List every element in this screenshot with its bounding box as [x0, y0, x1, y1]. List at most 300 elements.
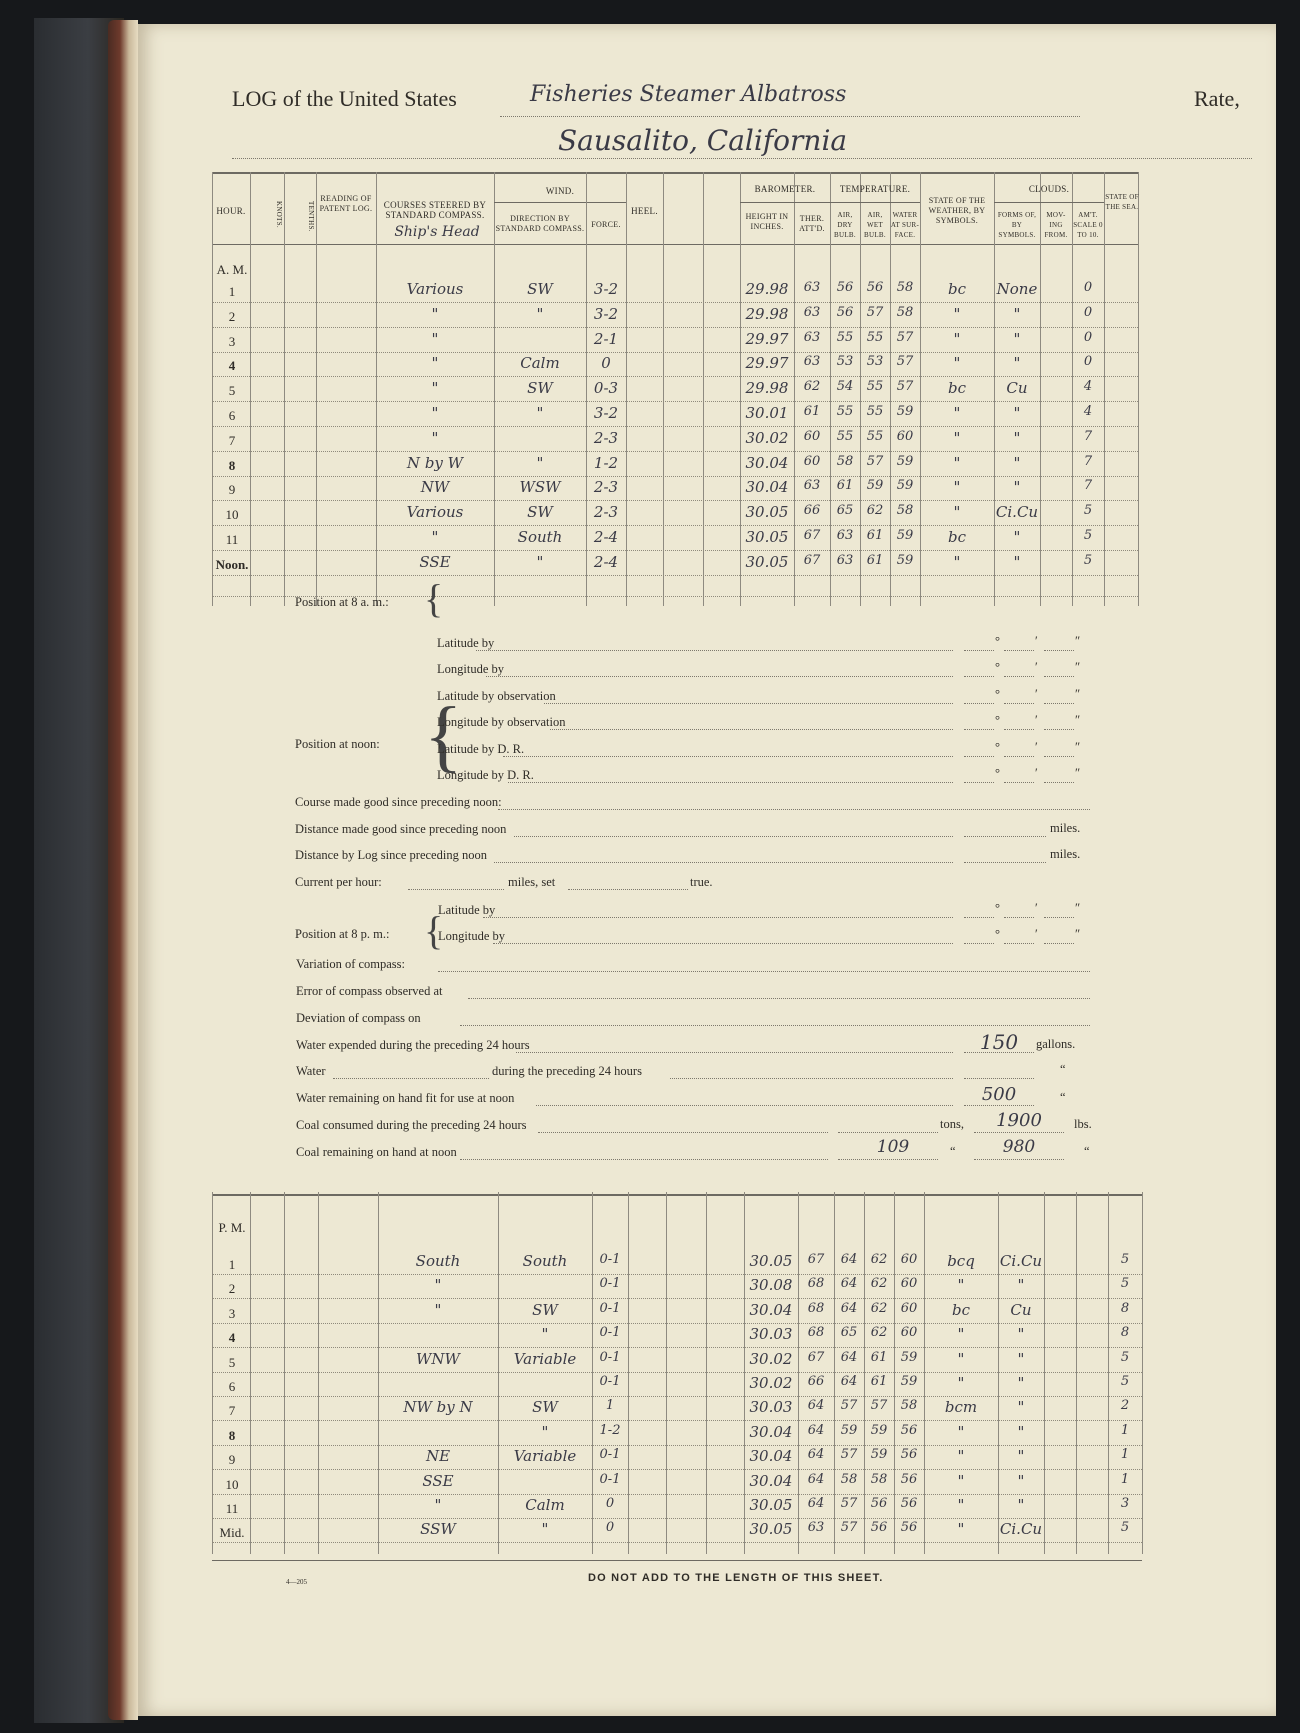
- pm-cell-forms: ": [1017, 1374, 1025, 1392]
- hdr-air-dry: AIR, DRY BULB.: [834, 211, 856, 239]
- am-cell-bar: 30.04: [745, 478, 789, 497]
- am-cell-forms: ": [1013, 304, 1021, 323]
- pm-cell-wet: 61: [870, 1349, 888, 1365]
- am-cell-force: 0: [601, 354, 611, 373]
- am-cell-wet: 61: [866, 552, 884, 568]
- pm-cell-course: South: [415, 1252, 461, 1270]
- pm-cell-ther: 67: [807, 1349, 825, 1365]
- am-cell-water: 59: [896, 552, 914, 568]
- pm-cell-amt: 3: [1120, 1496, 1130, 1511]
- am-cell-dry: 53: [836, 354, 854, 370]
- dist-log-miles: miles.: [1050, 847, 1081, 861]
- pm-cell-wind_dir: SW: [532, 1398, 558, 1417]
- pm-cell-forms: ": [1017, 1447, 1025, 1466]
- pm-cell-water: 60: [900, 1325, 918, 1341]
- pm-cell-weather: ": [957, 1325, 965, 1344]
- am-cell-dry: 63: [836, 552, 854, 568]
- pm-cell-water: 59: [900, 1374, 918, 1389]
- long-dr-sec: ″: [1075, 766, 1081, 780]
- pm-row-rule: [212, 1372, 1142, 1373]
- pm-cell-amt: 5: [1120, 1276, 1130, 1292]
- am-cell-course: ": [431, 404, 439, 422]
- pm-cell-dry: 64: [840, 1252, 858, 1267]
- pm-cell-wet: 58: [870, 1471, 888, 1487]
- pm-row-hour: Mid.: [219, 1525, 245, 1541]
- pm-lat-by: Latitude by: [438, 903, 496, 917]
- pm-cell-amt: 1: [1120, 1422, 1130, 1438]
- pm-cell-dry: 57: [840, 1447, 858, 1463]
- pm-cell-amt: 5: [1120, 1520, 1130, 1536]
- am-cell-bar: 30.04: [745, 453, 789, 472]
- pm-cell-forms: ": [1017, 1276, 1025, 1295]
- pm-cell-water: 56: [900, 1422, 918, 1438]
- pm-cell-course: SSE: [422, 1471, 454, 1490]
- pm-cell-force: 0: [605, 1496, 615, 1511]
- pm-row-rule: [212, 1494, 1142, 1495]
- pm-cell-wind_dir: Variable: [513, 1447, 577, 1466]
- pm-cell-bar: 30.04: [749, 1300, 793, 1319]
- pm-cell-course: ": [434, 1300, 442, 1319]
- am-cell-bar: 29.98: [745, 304, 789, 323]
- am-cell-amt: 7: [1083, 478, 1093, 494]
- am-cell-weather: ": [953, 329, 961, 348]
- long-dr-min: ′: [1035, 766, 1038, 780]
- pm-cell-forms: Ci.Cu: [999, 1252, 1043, 1270]
- pm-log-table: [138, 24, 1276, 1716]
- pm-cell-bar: 30.05: [749, 1496, 793, 1514]
- pm-lat-by-sec: ″: [1075, 901, 1081, 915]
- am-row-hour: 11: [225, 532, 239, 547]
- lat-obs: Latitude by observation: [437, 689, 556, 703]
- am-cell-dry: 55: [836, 404, 854, 419]
- pm-row-hour: 6: [228, 1379, 236, 1394]
- am-cell-force: 2-3: [593, 503, 619, 522]
- pm-cell-water: 60: [900, 1252, 918, 1267]
- am-cell-ther: 67: [803, 528, 821, 543]
- pm-cell-weather: ": [957, 1471, 965, 1490]
- pm-cell-ther: 64: [807, 1471, 825, 1487]
- pm-cell-bar: 30.03: [749, 1325, 793, 1344]
- am-cell-water: 57: [896, 329, 914, 345]
- am-cell-wet: 55: [866, 404, 884, 419]
- long-dr-deg: °: [995, 766, 1000, 780]
- am-label: A. M.: [216, 262, 248, 277]
- pm-cell-wet: 59: [870, 1447, 888, 1463]
- pm-cell-course: ": [434, 1276, 442, 1295]
- am-cell-weather: bc: [947, 379, 966, 398]
- hdr-sea: STATE OF THE SEA.: [1105, 193, 1139, 211]
- pm-cell-wind_dir: ": [541, 1520, 549, 1539]
- pm-cell-ther: 68: [807, 1300, 825, 1316]
- am-cell-forms: ": [1013, 404, 1021, 422]
- pm-row-rule: [212, 1542, 1142, 1543]
- pm-row-hour: 9: [228, 1452, 236, 1468]
- coal-rem-val: 980: [1002, 1137, 1036, 1157]
- am-cell-ther: 60: [803, 428, 821, 444]
- variation: Variation of compass:: [296, 957, 406, 971]
- water-rem-ditto: “: [1060, 1090, 1066, 1104]
- course-good: Course made good since preceding noon:: [295, 795, 502, 809]
- am-cell-ther: 63: [803, 304, 821, 320]
- am-cell-amt: 5: [1083, 528, 1093, 543]
- am-cell-course: ": [431, 354, 439, 373]
- am-cell-course: SSE: [419, 552, 451, 571]
- hdr-cloud-moving: MOV- ING FROM.: [1044, 211, 1068, 239]
- pm-cell-force: 0: [605, 1520, 615, 1536]
- pm-cell-force: 0-1: [599, 1471, 621, 1487]
- pm-cell-forms: ": [1017, 1496, 1025, 1514]
- am-cell-weather: ": [953, 404, 961, 422]
- am-cell-forms: ": [1013, 528, 1021, 546]
- hdr-tenths: TENTHS.: [307, 200, 315, 232]
- pm-cell-bar: 30.02: [749, 1374, 793, 1392]
- pm-cell-amt: 5: [1120, 1374, 1130, 1389]
- am-cell-wet: 57: [866, 304, 884, 320]
- pm-bottom-rule: [212, 1560, 1142, 1561]
- am-row-hour: 6: [228, 408, 236, 423]
- pm-row-rule: [212, 1469, 1142, 1470]
- pm-long-by-deg: °: [995, 927, 1000, 941]
- am-cell-course: ": [431, 304, 439, 323]
- pm-cell-force: 0-1: [599, 1276, 621, 1292]
- pm-cell-wet: 59: [870, 1422, 888, 1438]
- pm-cell-dry: 57: [840, 1398, 858, 1414]
- am-cell-force: 3-2: [593, 304, 619, 323]
- am-cell-water: 59: [896, 453, 914, 469]
- am-cell-water: 60: [896, 428, 914, 444]
- am-cell-ther: 63: [803, 280, 821, 295]
- pm-cell-water: 56: [900, 1471, 918, 1487]
- pm-cell-bar: 30.08: [749, 1276, 793, 1295]
- am-cell-dry: 56: [836, 280, 854, 295]
- am-cell-water: 57: [896, 354, 914, 370]
- pm-cell-wet: 62: [870, 1300, 888, 1316]
- pm-cell-weather: bcq: [947, 1252, 975, 1270]
- am-cell-force: 2-1: [593, 329, 619, 348]
- am-cell-wet: 61: [866, 528, 884, 543]
- pm-cell-force: 0-1: [599, 1300, 621, 1316]
- coal-rem-ditto1: “: [950, 1144, 956, 1158]
- pm-cell-force: 1: [605, 1398, 615, 1414]
- am-cell-amt: 7: [1083, 453, 1093, 469]
- hdr-cloud-forms: FORMS OF, BY SYMBOLS.: [997, 211, 1037, 239]
- am-cell-amt: 0: [1083, 354, 1093, 370]
- pm-row-rule: [212, 1420, 1142, 1421]
- pm-cell-force: 0-1: [599, 1447, 621, 1463]
- pm-cell-force: 0-1: [599, 1349, 621, 1365]
- am-cell-weather: ": [953, 552, 961, 571]
- pm-cell-dry: 65: [840, 1325, 858, 1341]
- am-cell-course: Various: [406, 280, 464, 298]
- pm-cell-forms: ": [1017, 1398, 1025, 1417]
- pm-cell-force: 0-1: [599, 1374, 621, 1389]
- pm-cell-amt: 1: [1120, 1471, 1130, 1487]
- pm-cell-bar: 30.04: [749, 1422, 793, 1441]
- pm-cell-weather: bc: [951, 1300, 970, 1319]
- pm-row-hour: 2: [228, 1281, 236, 1297]
- pm-cell-wind_dir: Variable: [513, 1349, 577, 1368]
- pm-cell-course: WNW: [416, 1349, 460, 1368]
- long-obs-sec: ″: [1075, 713, 1081, 727]
- am-cell-wet: 56: [866, 280, 884, 295]
- am-cell-force: 2-4: [593, 552, 619, 571]
- lat-dr-sec: ″: [1075, 740, 1081, 754]
- coal-cons: Coal consumed during the preceding 24 hours: [296, 1118, 527, 1132]
- pm-cell-forms: Ci.Cu: [999, 1520, 1043, 1539]
- hdr-weather: STATE OF THE WEATHER, BY SYMBOLS.: [928, 196, 986, 225]
- am-cell-water: 59: [896, 478, 914, 494]
- lat-obs-min: ′: [1035, 687, 1038, 701]
- hdr-ships-head: Ship's Head: [394, 224, 480, 240]
- pm-cell-dry: 64: [840, 1349, 858, 1365]
- log-title: LOG of the United States: [232, 86, 457, 111]
- am-cell-bar: 30.02: [745, 428, 789, 447]
- am-cell-water: 59: [896, 528, 914, 543]
- am-cell-ther: 63: [803, 478, 821, 494]
- am-row-hour: 10: [225, 507, 239, 523]
- pm-lat-by-min: ′: [1035, 901, 1038, 915]
- current-label: Current per hour:: [295, 875, 382, 889]
- pm-col-line: [284, 1192, 285, 1554]
- long-by: Longitude by: [437, 662, 505, 676]
- pm-cell-wet: 62: [870, 1325, 888, 1341]
- pm-row-hour: 7: [228, 1403, 236, 1419]
- water-exp-val: 150: [979, 1030, 1019, 1054]
- am-cell-amt: 7: [1083, 428, 1093, 444]
- hdr-wind: WIND.: [545, 186, 575, 196]
- book-spine-edge: [108, 20, 138, 1720]
- pm-cell-dry: 64: [840, 1300, 858, 1316]
- hdr-barometer: BAROMETER.: [754, 184, 816, 194]
- am-cell-force: 3-2: [593, 404, 619, 422]
- pm-cell-force: 1-2: [599, 1422, 621, 1438]
- am-row-hour: 5: [228, 383, 236, 399]
- coal-rem: Coal remaining on hand at noon: [296, 1145, 457, 1159]
- pm-row-hour: 11: [225, 1501, 239, 1516]
- long-by-sec: ″: [1075, 660, 1081, 674]
- am-cell-wind_dir: SW: [527, 280, 553, 298]
- am-cell-bar: 30.05: [745, 552, 789, 571]
- am-cell-dry: 61: [836, 478, 854, 494]
- pm-cell-weather: ": [957, 1349, 965, 1368]
- am-cell-wet: 55: [866, 428, 884, 444]
- pm-col-line: [1142, 1192, 1143, 1554]
- pm-cell-bar: 30.02: [749, 1349, 793, 1368]
- am-cell-wind_dir: ": [536, 404, 544, 422]
- lat-obs-sec: ″: [1075, 687, 1081, 701]
- pm-cell-amt: 8: [1120, 1325, 1130, 1341]
- pm-cell-ther: 64: [807, 1398, 825, 1414]
- am-cell-amt: 5: [1083, 503, 1093, 519]
- am-cell-forms: ": [1013, 329, 1021, 348]
- pm-cell-forms: ": [1017, 1349, 1025, 1368]
- hdr-temperature: TEMPERATURE.: [839, 184, 911, 194]
- am-cell-dry: 55: [836, 329, 854, 345]
- am-cell-force: 1-2: [593, 453, 619, 472]
- am-cell-dry: 63: [836, 528, 854, 543]
- dist-log: Distance by Log since preceding noon: [295, 848, 487, 862]
- pos-8pm-label: Position at 8 p. m.:: [295, 927, 390, 941]
- pm-row-rule: [212, 1347, 1142, 1348]
- pm-cell-ther: 68: [807, 1325, 825, 1341]
- am-cell-forms: Ci.Cu: [995, 503, 1039, 522]
- am-cell-wet: 55: [866, 379, 884, 395]
- am-cell-ther: 60: [803, 453, 821, 469]
- pm-cell-weather: ": [957, 1496, 965, 1514]
- pm-cell-ther: 63: [807, 1520, 825, 1536]
- deviation: Deviation of compass on: [296, 1011, 421, 1025]
- pm-top-rule: [212, 1194, 1142, 1196]
- coal-rem-ditto2: “: [1084, 1144, 1090, 1158]
- pm-long-by-sec: ″: [1075, 927, 1081, 941]
- long-by-deg: °: [995, 660, 1000, 674]
- am-cell-weather: ": [953, 354, 961, 373]
- am-cell-wind_dir: Calm: [520, 354, 560, 373]
- pm-cell-ther: 64: [807, 1496, 825, 1511]
- am-cell-weather: ": [953, 503, 961, 522]
- pm-cell-dry: 59: [840, 1422, 858, 1438]
- pm-col-line: [1044, 1192, 1045, 1554]
- pos-noon-label: Position at noon:: [295, 737, 380, 751]
- pm-row-hour: 5: [228, 1354, 236, 1370]
- current-true: true.: [690, 875, 713, 889]
- long-dr: Longitude by D. R.: [437, 768, 534, 782]
- am-row-hour: 7: [228, 432, 236, 448]
- am-row-hour: 9: [228, 482, 236, 498]
- rate-label: Rate,: [1194, 86, 1240, 111]
- am-cell-ther: 66: [803, 503, 821, 519]
- am-cell-dry: 56: [836, 304, 854, 320]
- am-cell-dry: 58: [836, 453, 854, 469]
- pm-cell-wind_dir: ": [541, 1325, 549, 1344]
- pm-cell-amt: 5: [1120, 1252, 1130, 1267]
- am-cell-wind_dir: SW: [527, 503, 553, 522]
- lat-dr-deg: °: [995, 740, 1000, 754]
- pm-cell-forms: ": [1017, 1325, 1025, 1344]
- am-cell-wet: 57: [866, 453, 884, 469]
- water-mid-ditto: “: [1060, 1062, 1066, 1076]
- am-cell-bar: 29.97: [745, 354, 789, 373]
- pm-cell-ther: 64: [807, 1422, 825, 1438]
- am-cell-weather: ": [953, 453, 961, 472]
- pm-cell-force: 0-1: [599, 1325, 621, 1341]
- pm-cell-ther: 64: [807, 1447, 825, 1463]
- hdr-knots: KNOTS.: [275, 200, 283, 228]
- am-cell-ther: 63: [803, 329, 821, 345]
- am-cell-course: ": [431, 379, 439, 398]
- long-obs-deg: °: [995, 713, 1000, 727]
- lat-dr-min: ′: [1035, 740, 1038, 754]
- pm-cell-wet: 62: [870, 1252, 888, 1267]
- am-cell-force: 3-2: [593, 280, 619, 298]
- pm-cell-bar: 30.03: [749, 1398, 793, 1417]
- am-cell-wind_dir: South: [517, 528, 563, 546]
- current-miles: miles, set: [508, 875, 556, 889]
- am-cell-bar: 29.97: [745, 329, 789, 348]
- am-cell-water: 59: [896, 404, 914, 419]
- am-cell-wind_dir: WSW: [519, 478, 561, 497]
- pm-cell-wind_dir: SW: [532, 1300, 558, 1319]
- pm-col-line: [212, 1192, 213, 1554]
- am-cell-amt: 0: [1083, 280, 1093, 295]
- pm-cell-water: 60: [900, 1276, 918, 1292]
- pm-row-hour: 1: [228, 1257, 236, 1272]
- pm-cell-water: 58: [900, 1398, 918, 1414]
- hdr-hour: HOUR.: [216, 206, 246, 216]
- long-obs-min: ′: [1035, 713, 1038, 727]
- am-cell-water: 58: [896, 503, 914, 519]
- pm-cell-amt: 8: [1120, 1300, 1130, 1316]
- pm-row-hour: 8: [228, 1427, 236, 1443]
- am-row-hour: 1: [228, 284, 236, 299]
- long-obs: Longitude by observation: [437, 715, 566, 729]
- hdr-air-wet: AIR, WET BULB.: [864, 211, 886, 239]
- pm-long-by: Longitude by: [438, 929, 506, 943]
- pm-cell-bar: 30.04: [749, 1471, 793, 1490]
- pm-row-rule: [212, 1445, 1142, 1446]
- pm-cell-ther: 66: [807, 1374, 825, 1389]
- pm-cell-weather: ": [957, 1520, 965, 1539]
- am-cell-forms: ": [1013, 552, 1021, 571]
- am-cell-wet: 55: [866, 329, 884, 345]
- pm-cell-course: NW by N: [403, 1398, 473, 1417]
- pm-row-hour: 4: [228, 1330, 236, 1346]
- pm-cell-course: NE: [425, 1447, 451, 1466]
- pm-col-line: [628, 1192, 629, 1554]
- pm-cell-wet: 57: [870, 1398, 888, 1414]
- pm-col-line: [318, 1192, 319, 1554]
- am-cell-forms: ": [1013, 354, 1021, 373]
- hdr-wind-dir: DIRECTION BY STANDARD COMPASS.: [495, 214, 585, 233]
- length-notice: DO NOT ADD TO THE LENGTH OF THIS SHEET.: [588, 1572, 884, 1584]
- pm-label: P. M.: [218, 1220, 246, 1235]
- am-cell-weather: ": [953, 428, 961, 447]
- pm-cell-forms: ": [1017, 1422, 1025, 1441]
- pm-cell-wet: 56: [870, 1496, 888, 1511]
- coal-rem-tons: 109: [876, 1137, 910, 1157]
- lat-obs-deg: °: [995, 687, 1000, 701]
- pm-cell-wind_dir: ": [541, 1422, 549, 1441]
- lat-dr: Latitude by D. R.: [437, 742, 525, 756]
- pos-8am-brace: {: [424, 576, 444, 621]
- pm-cell-wet: 62: [870, 1276, 888, 1292]
- pm-cell-dry: 57: [840, 1520, 858, 1536]
- pm-cell-dry: 64: [840, 1276, 858, 1292]
- pm-cell-amt: 2: [1120, 1398, 1130, 1414]
- pm-cell-forms: Cu: [1010, 1300, 1032, 1319]
- am-cell-course: NW: [420, 478, 450, 497]
- water-mid-a: Water: [296, 1064, 326, 1078]
- pm-cell-weather: ": [957, 1447, 965, 1466]
- am-cell-ther: 61: [803, 404, 821, 419]
- pm-cell-wind_dir: South: [522, 1252, 568, 1270]
- am-cell-wind_dir: ": [536, 304, 544, 323]
- pm-cell-course: SSW: [420, 1520, 456, 1539]
- am-cell-weather: bc: [947, 528, 966, 546]
- am-cell-ther: 63: [803, 354, 821, 370]
- pm-cell-weather: bcm: [944, 1398, 978, 1417]
- am-cell-weather: bc: [947, 280, 966, 298]
- pm-cell-weather: ": [957, 1374, 965, 1392]
- am-cell-amt: 0: [1083, 329, 1093, 345]
- location-name: Sausalito, California: [558, 124, 848, 157]
- lat-by: Latitude by: [437, 636, 495, 650]
- error: Error of compass observed at: [296, 984, 443, 998]
- am-cell-water: 57: [896, 379, 914, 395]
- pm-cell-wind_dir: Calm: [525, 1496, 565, 1514]
- am-cell-wind_dir: SW: [527, 379, 553, 398]
- pm-lat-by-deg: °: [995, 901, 1000, 915]
